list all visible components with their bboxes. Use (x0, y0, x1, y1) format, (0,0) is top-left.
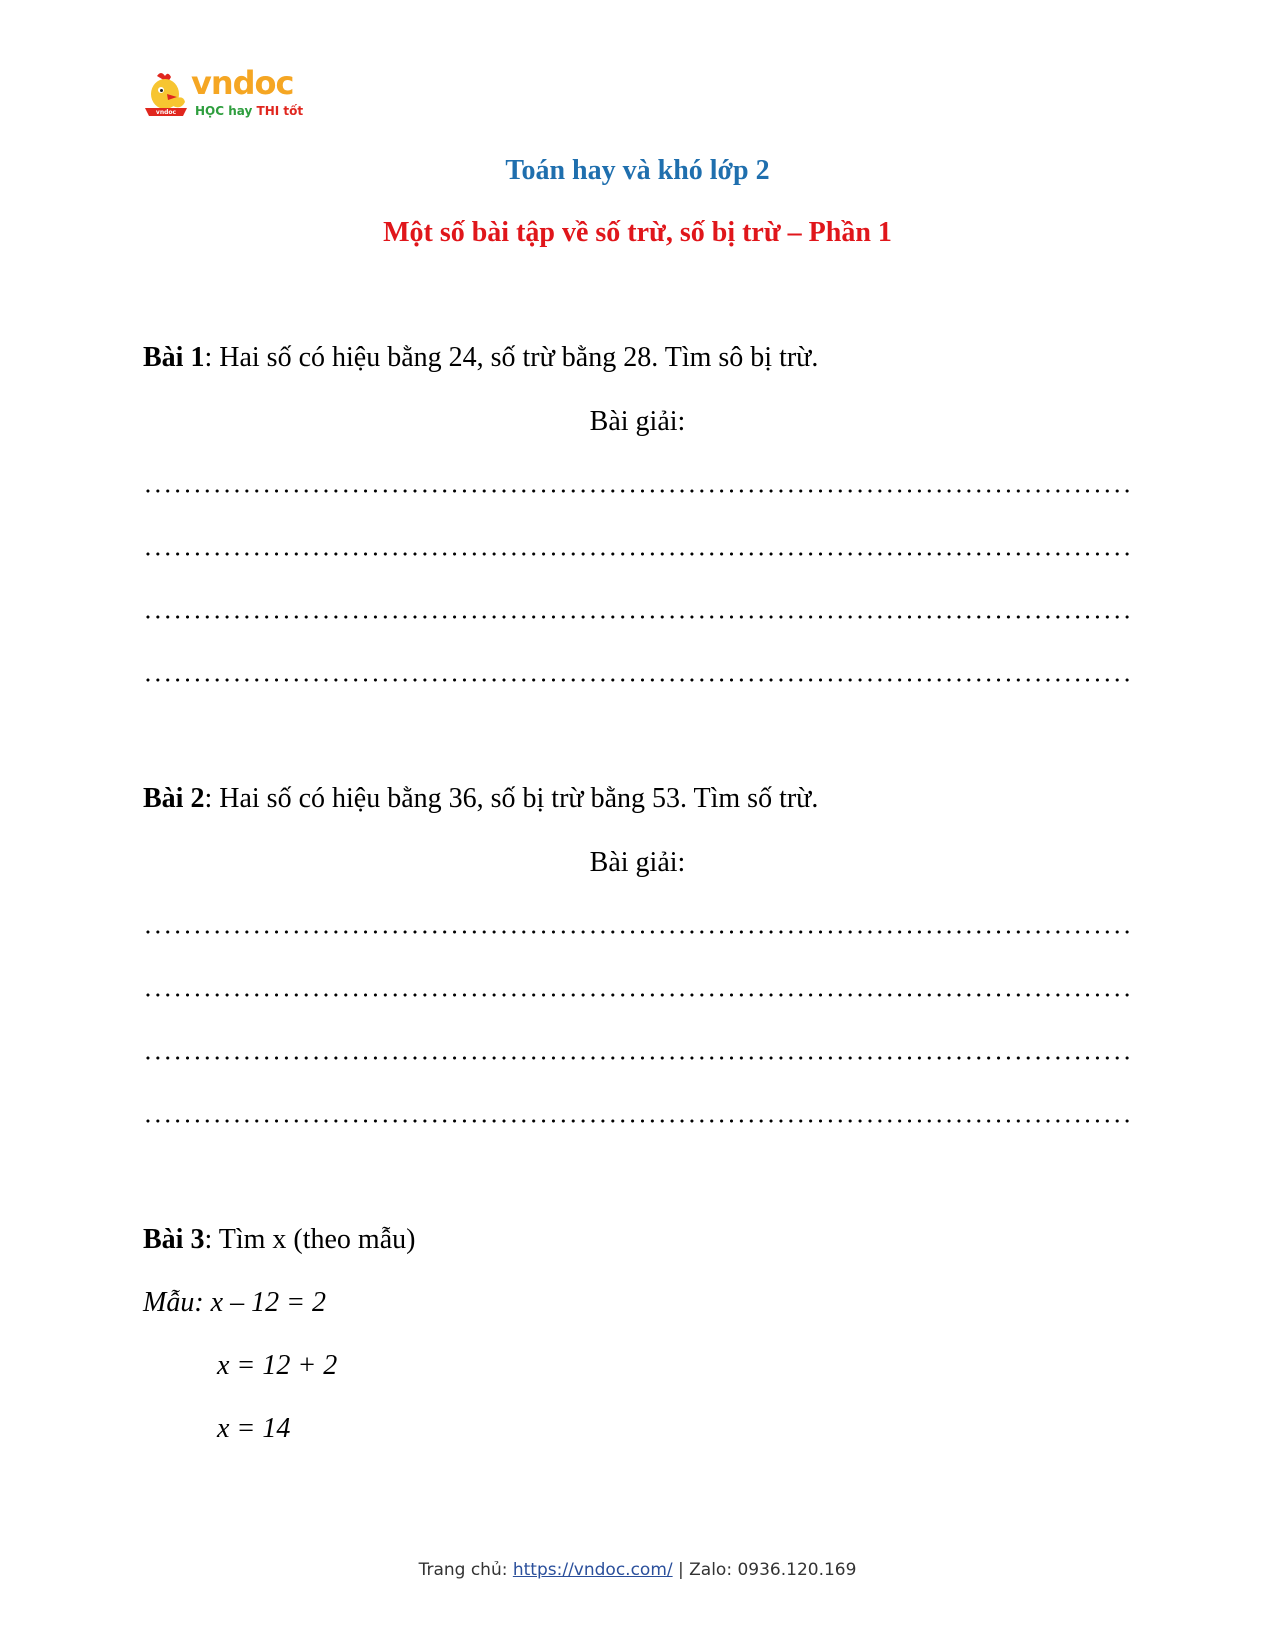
exercise-3-label: Bài 3 (143, 1224, 205, 1255)
footer-prefix: Trang chủ: (418, 1560, 513, 1580)
exercise-3-text: : Tìm x (theo mẫu) (204, 1224, 416, 1255)
exercise-1-label: Bài 1 (143, 342, 205, 373)
answer-line[interactable] (143, 993, 1135, 997)
page-footer (0, 1560, 1275, 1580)
logo-tagline: HỌC hay THI tốt (195, 104, 304, 118)
exercise-1-solution-label: Bài giải: (589, 406, 686, 437)
vndoc-logo (143, 64, 304, 124)
answer-line[interactable] (143, 678, 1135, 682)
document-subtitle: Một số bài tập về số trừ, số bị trừ – Phần 1 (383, 217, 892, 248)
example-line-2: x = 12 + 2 (217, 1350, 338, 1381)
exercise-2-text: : Hai số có hiệu bằng 36, số bị trừ bằng 53. Tìm số trừ. (204, 783, 819, 814)
footer-contact: | Zalo: 0936.120.169 (672, 1560, 857, 1580)
answer-line[interactable] (143, 615, 1135, 619)
exercise-2-solution-label: Bài giải: (589, 847, 686, 878)
exercise-2-label: Bài 2 (143, 783, 205, 814)
example-line-1: Mẫu: x – 12 = 2 (143, 1287, 326, 1318)
answer-line[interactable] (143, 489, 1135, 493)
example-line-3: x = 14 (217, 1413, 291, 1444)
svg-text:vndoc: vndoc (155, 109, 177, 116)
answer-line[interactable] (143, 930, 1135, 934)
exercise-1-text: : Hai số có hiệu bằng 24, số trừ bằng 28. Tìm sô bị trừ. (204, 342, 819, 373)
answer-line[interactable] (143, 1056, 1135, 1060)
document-title: Toán hay và khó lớp 2 (505, 155, 770, 186)
homepage-link[interactable]: https://vndoc.com/ (512, 1560, 673, 1580)
rooster-mascot-icon (143, 70, 189, 120)
exercise-2-question (143, 783, 818, 815)
exercise-1-question (143, 342, 818, 374)
answer-line[interactable] (143, 552, 1135, 556)
logo-wordmark: vndoc (191, 64, 294, 102)
exercise-3-question (143, 1224, 415, 1256)
answer-line[interactable] (143, 1119, 1135, 1123)
